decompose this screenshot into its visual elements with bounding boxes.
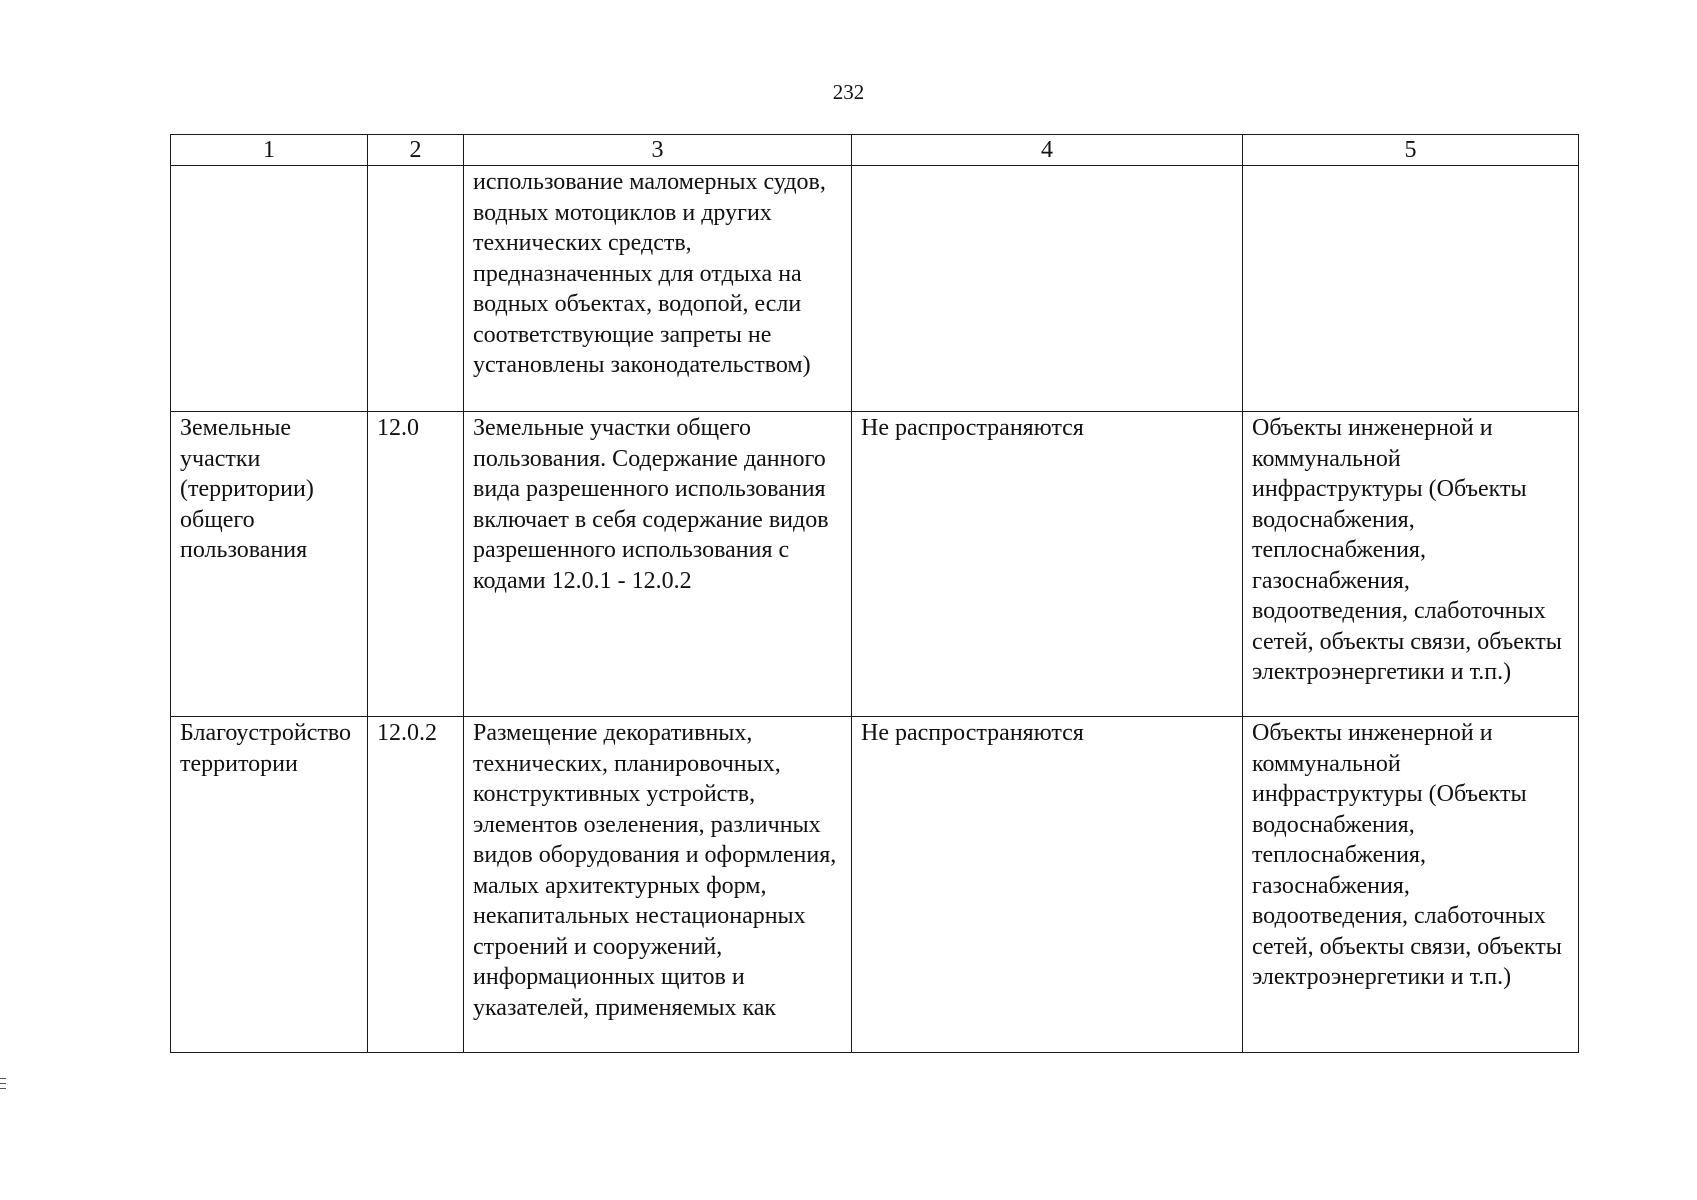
use-code-cell: 12.0 <box>368 412 464 717</box>
permitted-objects-cell: Объекты инженерной и коммунальной инфраструктуры (Объекты водоснабжения, теплоснабжения, газоснабжения, водоотведения, слаботочных сетей, объекты связи, объекты электроэнергетики и т.п.) <box>1243 717 1579 1053</box>
use-description-cell: Земельные участки общего пользования. Содержание данного вида разрешенного использования включает в себя содержание видов разрешенного использования с кодами 12.0.1 - 12.0.2 <box>464 412 852 717</box>
table-row <box>171 412 1579 717</box>
scan-edge-mark <box>0 1083 6 1084</box>
table-row <box>171 166 1579 412</box>
permitted-objects-cell <box>1243 166 1579 412</box>
use-code-cell: 12.0.2 <box>368 717 464 1053</box>
table-header-row <box>171 135 1579 166</box>
permitted-objects-cell: Объекты инженерной и коммунальной инфраструктуры (Объекты водоснабжения, теплоснабжения, газоснабжения, водоотведения, слаботочных сетей, объекты связи, объекты электроэнергетики и т.п.) <box>1243 412 1579 717</box>
regulations-cell: Не распространяются <box>852 717 1243 1053</box>
column-header-2: 2 <box>368 135 464 166</box>
table-row <box>171 717 1579 1053</box>
scan-edge-mark <box>0 1078 6 1079</box>
column-header-5: 5 <box>1243 135 1579 166</box>
column-header-4: 4 <box>852 135 1243 166</box>
page-number: 232 <box>832 80 865 104</box>
use-description-cell: Размещение декоративных, технических, планировочных, конструктивных устройств, элементов озеленения, различных видов оборудования и оформления, малых архитектурных форм, некапитальных нестационарных строений и сооружений, информационных щитов и указателей, применяемых как <box>464 717 852 1053</box>
column-header-3: 3 <box>464 135 852 166</box>
use-description-cell: использование маломерных судов, водных мотоциклов и других технических средств, предназначенных для отдыха на водных объектах, водопой, если соответствующие запреты не установлены законодательством) <box>464 166 852 412</box>
scan-edge-mark <box>0 1088 6 1089</box>
use-name-cell: Благоустройство территории <box>171 717 368 1053</box>
use-name-cell: Земельные участки (территории) общего пользования <box>171 412 368 717</box>
regulations-cell: Не распространяются <box>852 412 1243 717</box>
land-use-table <box>170 134 1579 1053</box>
column-header-1: 1 <box>171 135 368 166</box>
use-name-cell <box>171 166 368 412</box>
regulations-cell <box>852 166 1243 412</box>
use-code-cell <box>368 166 464 412</box>
